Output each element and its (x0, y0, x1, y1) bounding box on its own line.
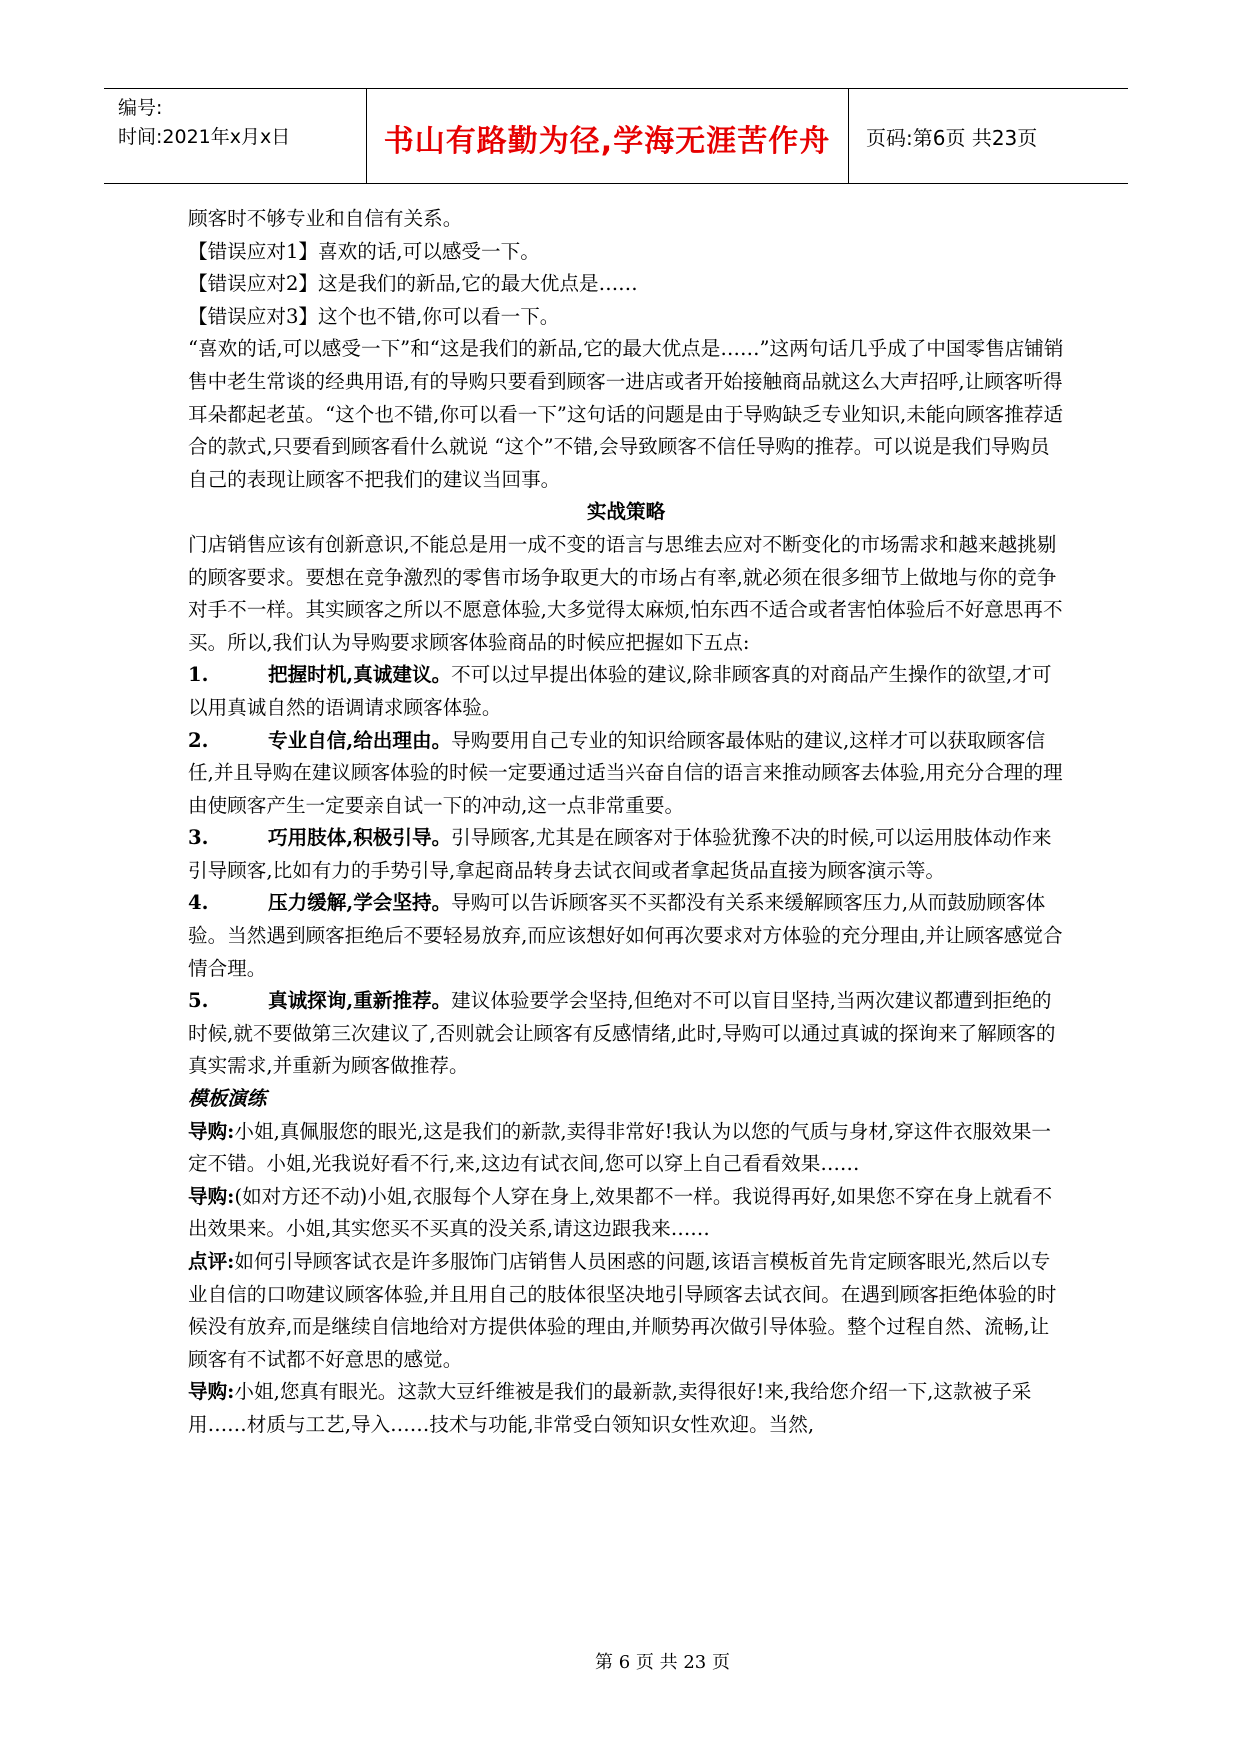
time-label: 时间:2021年x月x日 (118, 126, 291, 148)
dialog-text: (如对方还不动)小姐,衣服每个人穿在身上,效果都不一样。我说得再好,如果您不穿在身上就看不出效果来。小姐,其实您买不买真的没关系,请这边跟我来…… (188, 1184, 1053, 1241)
point-number: 4. (188, 891, 209, 915)
point-text: 建议体验要学会坚持,但绝对不可以盲目坚持,当两次建议都遭到拒绝的时候,就不要做第三次建议了,否则就会让顾客有反感情绪,此时,导购可以通过真诚的探询来了解顾客的真实需求,并重新为顾客做推荐。 (188, 989, 1056, 1078)
strategy-point-5 (188, 985, 1064, 1083)
point-title: 巧用肢体,积极引导。 (268, 826, 452, 850)
point-title: 把握时机,真诚建议。 (268, 663, 452, 687)
dialog-3 (188, 1376, 1064, 1441)
strategy-point-3 (188, 822, 1064, 887)
strategy-point-2 (188, 725, 1064, 823)
point-number: 3. (188, 826, 209, 850)
point-number: 5. (188, 989, 209, 1013)
point-number: 1. (188, 663, 209, 687)
point-number: 2. (188, 728, 209, 752)
header-page-label: 页码:第6页 共23页 (866, 126, 1038, 150)
header-bottom-rule (104, 183, 1128, 184)
dialog-speaker: 导购: (188, 1119, 235, 1143)
point-text: 不可以过早提出体验的建议,除非顾客真的对商品产生操作的欲望,才可以用真诚自然的语调请求顾客体验。 (188, 663, 1052, 719)
section-title-template: 模板演练 (188, 1087, 267, 1111)
point-title: 专业自信,给出理由。 (268, 728, 452, 752)
comment-text: 如何引导顾客试衣是许多服饰门店销售人员困惑的问题,该语言模板首先肯定顾客眼光,然后以专业自信的口吻建议顾客体验,并且用自己的肢体很坚决地引导顾客去试衣间。在遇到顾客拒绝体验的时候没有放弃,而是继续自信地给对方提供体验的理由,并顺势再次做引导体验。整个过程自然、流畅,让顾客有不试都不好意思的感觉。 (188, 1250, 1057, 1371)
page-footer: 第 6 页 共 23 页 (595, 1652, 730, 1673)
dialog-2 (188, 1181, 1064, 1246)
number-label: 编号: (118, 97, 163, 119)
point-title: 压力缓解,学会坚持。 (268, 891, 452, 915)
point-text: 引导顾客,尤其是在顾客对于体验犹豫不决的时候,可以运用肢体动作来引导顾客,比如有力的手势引导,拿起商品转身去试衣间或者拿起货品直接为顾客演示等。 (188, 826, 1052, 882)
wrong-response-2: 【错误应对2】这是我们的新品,它的最大优点是…… (188, 272, 638, 296)
header-divider-right (848, 88, 849, 184)
dialog-text: 小姐,您真有眼光。这款大豆纤维被是我们的最新款,卖得很好!来,我给您介绍一下,这款被子采用……材质与工艺,导入……技术与功能,非常受白领知识女性欢迎。当然, (188, 1380, 1032, 1436)
point-text: 导购可以告诉顾客买不买都没有关系来缓解顾客压力,从而鼓励顾客体验。当然遇到顾客拒绝后不要轻易放弃,而应该想好如何再次要求对方体验的充分理由,并让顾客感觉合情合理。 (188, 891, 1063, 980)
section-title-strategy: 实战策略 (586, 500, 666, 524)
dialog-speaker: 导购: (188, 1184, 235, 1208)
wrong-response-1: 【错误应对1】喜欢的话,可以感受一下。 (188, 239, 540, 263)
dialog-speaker: 导购: (188, 1380, 235, 1404)
strategy-point-4 (188, 887, 1064, 985)
strategy-intro: 门店销售应该有创新意识,不能总是用一成不变的语言与思维去应对不断变化的市场需求和越来越挑剔的顾客要求。要想在竞争激烈的零售市场争取更大的市场占有率,就必须在很多细节上做地与你的竞争对手不一样。其实顾客之所以不愿意体验,大多觉得太麻烦,怕东西不适合或者害怕体验后不好意思再不买。所以,我们认为导购要求顾客体验商品的时候应把握如下五点: (188, 532, 1063, 654)
analysis-paragraph: “喜欢的话,可以感受一下”和“这是我们的新品,它的最大优点是……”这两句话几乎成了中国零售店铺销售中老生常谈的经典用语,有的导购只要看到顾客一进店或者开始接触商品就这么大声招呼,让顾客听得耳朵都起老茧。“这个也不错,你可以看一下”这句话的问题是由于导购缺乏专业知识,未能向顾客推荐适合的款式,只要看到顾客看什么就说 “这个”不错,会导致顾客不信任导购的推荐。可以说是我们导购员自己的表现让顾客不把我们的建议当回事。 (188, 337, 1064, 491)
comment (188, 1246, 1064, 1376)
point-text: 导购要用自己专业的知识给顾客最体贴的建议,这样才可以获取顾客信任,并且导购在建议顾客体验的时候一定要通过适当兴奋自信的语言来推动顾客去体验,用充分合理的理由使顾客产生一定要亲自试一下的冲动,这一点非常重要。 (188, 728, 1063, 817)
header-top-rule (104, 88, 1128, 89)
document-body (188, 203, 1064, 1442)
point-title: 真诚探询,重新推荐。 (268, 989, 452, 1013)
header-motto: 书山有路勤为径,学海无涯苦作舟 (383, 124, 831, 159)
wrong-response-3: 【错误应对3】这个也不错,你可以看一下。 (188, 304, 560, 328)
header-meta (118, 94, 290, 152)
paragraph: 顾客时不够专业和自信有关系。 (188, 207, 463, 230)
dialog-1 (188, 1116, 1064, 1181)
strategy-point-1 (188, 659, 1064, 724)
page-header (104, 88, 1128, 184)
dialog-text: 小姐,真佩服您的眼光,这是我们的新款,卖得非常好!我认为以您的气质与身材,穿这件衣服效果一定不错。小姐,光我说好看不行,来,这边有试衣间,您可以穿上自己看看效果…… (188, 1119, 1051, 1176)
comment-label: 点评: (188, 1250, 235, 1273)
